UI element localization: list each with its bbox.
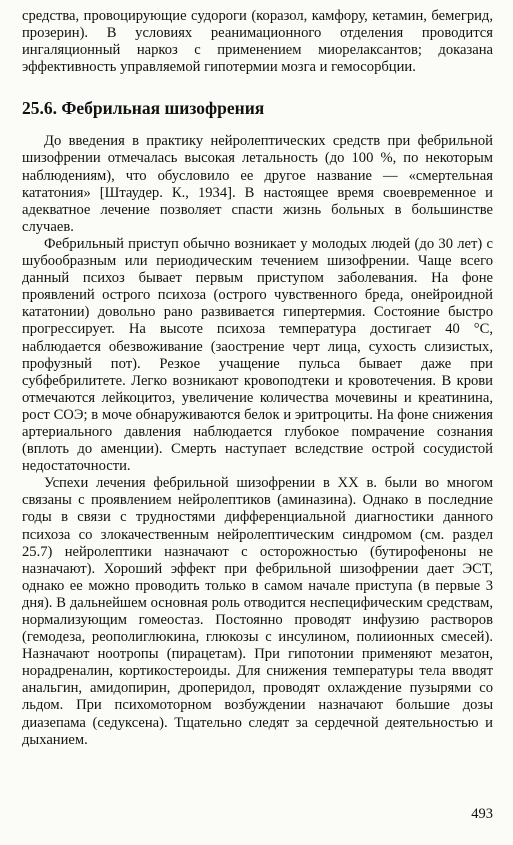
- section-heading: 25.6. Фебрильная шизофрения: [22, 98, 265, 119]
- section-paragraph-2: Фебрильный приступ обычно возникает у молодых людей (до 30 лет) с шубообразным или периодическим течением шизофрении. Чаще всего данный психоз бывает первым приступом заболевания. На фоне проявлений острого психоза (острого чувственного бреда, онейроидной кататонии) довольно рано развивается гипертермия. Состояние быстро прогрессирует. На высоте психоза температура достигает 40 °С, наблюдается обезвоживание (заострение черт лица, сухость слизистых, профузный пот). Резкое учащение пульса бывает даже при субфебрилитете. Легко возникают кровоподтеки и кровотечения. В крови отмечаются лейкоцитоз, увеличение количества мочевины и креатинина, рост СОЭ; в моче обнаруживаются белок и эритроциты. На фоне снижения артериального давления наблюдается глубокое помрачение сознания (вплоть до аменции). Смерть наступает вследствие острой сосудистой недостаточности.: [22, 235, 493, 475]
- page-number: 493: [471, 806, 493, 822]
- section-paragraph-1: До введения в практику нейролептических средств при фебрильной шизофрении отмечалась высокая летальность (до 100 %, по некоторым наблюдениям), что обусловило ее другое название — «смертельная кататония» [Штаудер. К., 1934]. В настоящее время своевременное и адекватное лечение позволяет спасти жизнь больных в большинстве случаев.: [22, 133, 493, 235]
- page-content: [22, 8, 493, 749]
- section-paragraph-3: Успехи лечения фебрильной шизофрении в XX в. были во многом связаны с проявлением нейролептиков (аминазина). Однако в последние годы в связи с трудностями дифференциальной диагностики данного психоза со злокачественным нейролептическим синдромом (см. раздел 25.7) нейролептики назначают с осторожностью (бутирофеноны не назначают). Хороший эффект при фебрильной шизофрении дает ЭСТ, однако ее можно проводить только в самом начале приступа (в первые 3 дня). В дальнейшем основная роль отводится неспецифическим средствам, нормализующим гомеостаз. Постоянно проводят инфузию растворов (гемодеза, реополиглюкина, глюкозы с инсулином, полиионных смесей). Назначают ноотропы (пирацетам). При гипотонии применяют мезатон, норадреналин, кортикостероиды. Для снижения температуры тела вводят анальгин, амидопирин, дроперидол, проводят охлаждение пузырями со льдом. При психомоторном возбуждении назначают большие дозы диазепама (седуксена). Тщательно следят за сердечной деятельностью и дыханием.: [22, 475, 493, 748]
- intro-paragraph: средства, провоцирующие судороги (коразол, камфору, кетамин, бемегрид, прозерин). В условиях реанимационного отделения проводится ингаляционный наркоз с применением миорелаксантов; доказана эффективность управляемой гипотермии мозга и гемосорбции.: [22, 8, 493, 76]
